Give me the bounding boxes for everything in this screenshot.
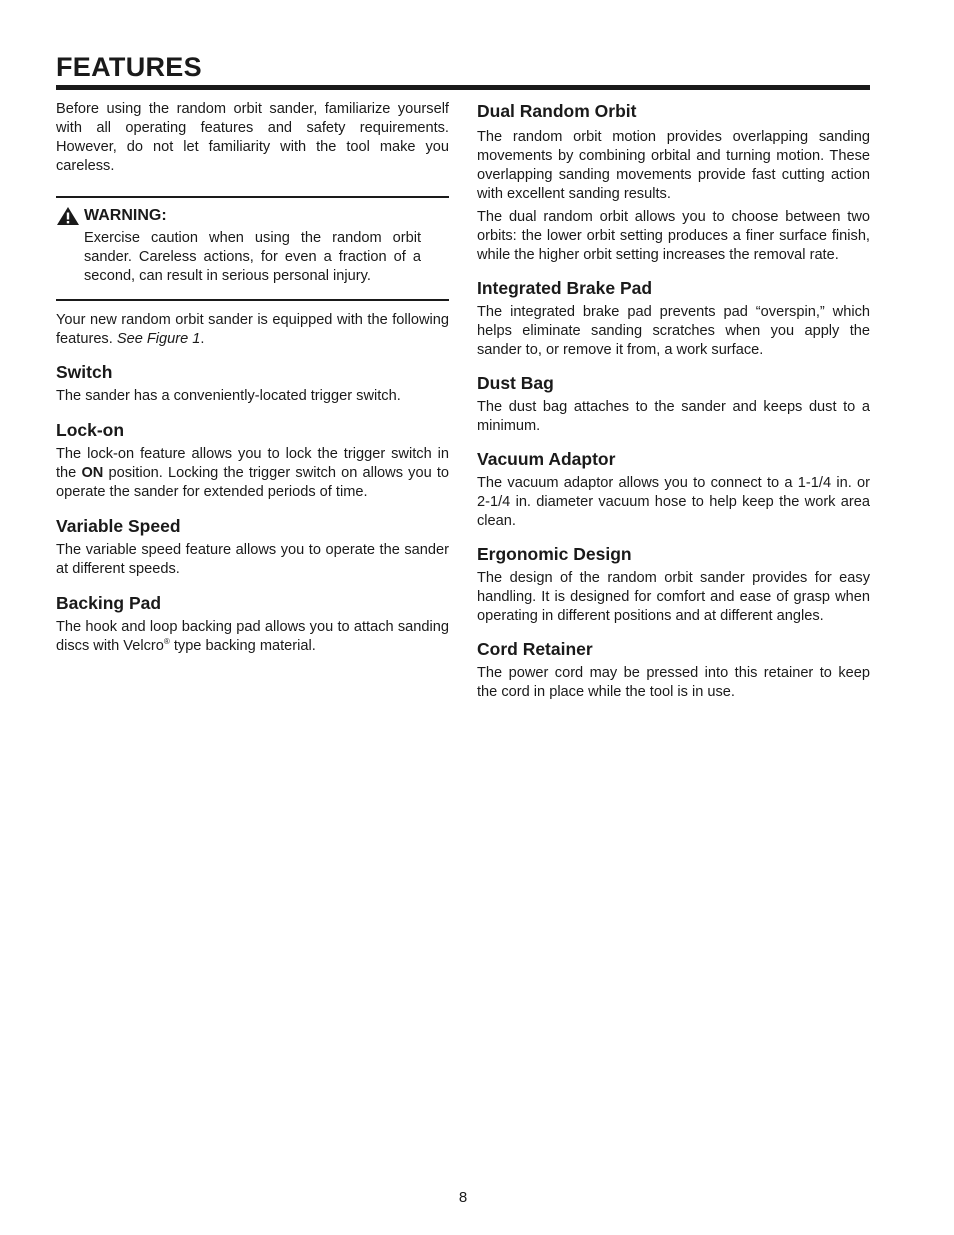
lockon-heading: Lock-on (56, 420, 125, 440)
warning-bottom-rule (56, 299, 449, 301)
backing-pad-text-a: The hook and loop backing pad allows you to attach sanding discs with Velcro (56, 619, 449, 654)
dual-orbit-heading: Dual Random Orbit (477, 101, 637, 121)
brake-pad-text: The integrated brake pad prevents pad “overspin,” which helps eliminate sanding scratches when you apply the sander to, or remove it from, a work surface. (477, 304, 870, 358)
lockon-text-a: The lock-on feature allows you to lock the trigger switch in the (56, 446, 449, 481)
right-column (477, 100, 870, 702)
registered-mark: ® (163, 637, 170, 647)
warning-box (56, 206, 449, 286)
dual-orbit-p2: The dual random orbit allows you to choose between two orbits: the lower orbit setting produces a finer surface finish, while the higher orbit setting increases the removal rate. (477, 209, 870, 263)
cord-heading: Cord Retainer (477, 639, 593, 659)
ergonomic-heading: Ergonomic Design (477, 544, 632, 564)
variable-speed-text: The variable speed feature allows you to operate the sander at different speeds. (56, 542, 449, 577)
warning-header (56, 206, 449, 226)
brake-pad-heading: Integrated Brake Pad (477, 278, 653, 298)
warning-body (56, 229, 449, 286)
backing-pad-text (56, 618, 449, 656)
equipped-text: Your new random orbit sander is equipped with the following features. (56, 312, 449, 347)
warning-text: Exercise caution when using the random orbit sander. Careless actions, for even a fraction of a second, can result in serious personal injury. (84, 230, 421, 284)
warning-top-rule (56, 196, 449, 198)
lockon-text-b: position. Locking the trigger switch on allows you to operate the sander for extended periods of time. (56, 465, 450, 500)
switch-heading: Switch (56, 362, 113, 382)
page-number: 8 (458, 1189, 468, 1206)
lockon-text (56, 445, 449, 502)
vacuum-text: The vacuum adaptor allows you to connect to a 1-1/4 in. or 2-1/4 in. diameter vacuum hose to help keep the work area clean. (477, 475, 870, 529)
variable-speed-heading: Variable Speed (56, 516, 181, 536)
equipped-end: . (200, 331, 205, 347)
dust-bag-heading: Dust Bag (477, 373, 554, 393)
dual-orbit-p1: The random orbit motion provides overlapping sanding movements by combining orbital and turning motion. These overlapping sanding movements provide fast cutting action with excellent sanding results. (477, 129, 870, 202)
ergonomic-text: The design of the random orbit sander provides for easy handling. It is designed for comfort and ease of grasp when operating in different positions and at different angles. (477, 570, 870, 624)
backing-pad-text-b: type backing material. (173, 638, 316, 654)
cord-text: The power cord may be pressed into this retainer to keep the cord in place while the tool is in use. (477, 665, 870, 700)
dust-bag-text: The dust bag attaches to the sander and keeps dust to a minimum. (477, 399, 870, 434)
intro-paragraph: Before using the random orbit sander, familiarize yourself with all operating features and safety requirements. However, do not let familiarity with the tool make you careless. (56, 101, 449, 174)
lockon-on-label: ON (81, 465, 104, 481)
backing-pad-heading: Backing Pad (56, 593, 162, 613)
switch-text: The sander has a conveniently-located trigger switch. (56, 388, 401, 404)
left-column (56, 100, 449, 656)
warning-triangle-icon (56, 206, 80, 226)
warning-label: WARNING: (84, 207, 167, 224)
figure-reference: See Figure 1 (116, 331, 201, 347)
page-title: FEATURES (56, 52, 202, 82)
equipped-paragraph (56, 311, 449, 349)
vacuum-heading: Vacuum Adaptor (477, 449, 616, 469)
title-rule (56, 85, 870, 90)
